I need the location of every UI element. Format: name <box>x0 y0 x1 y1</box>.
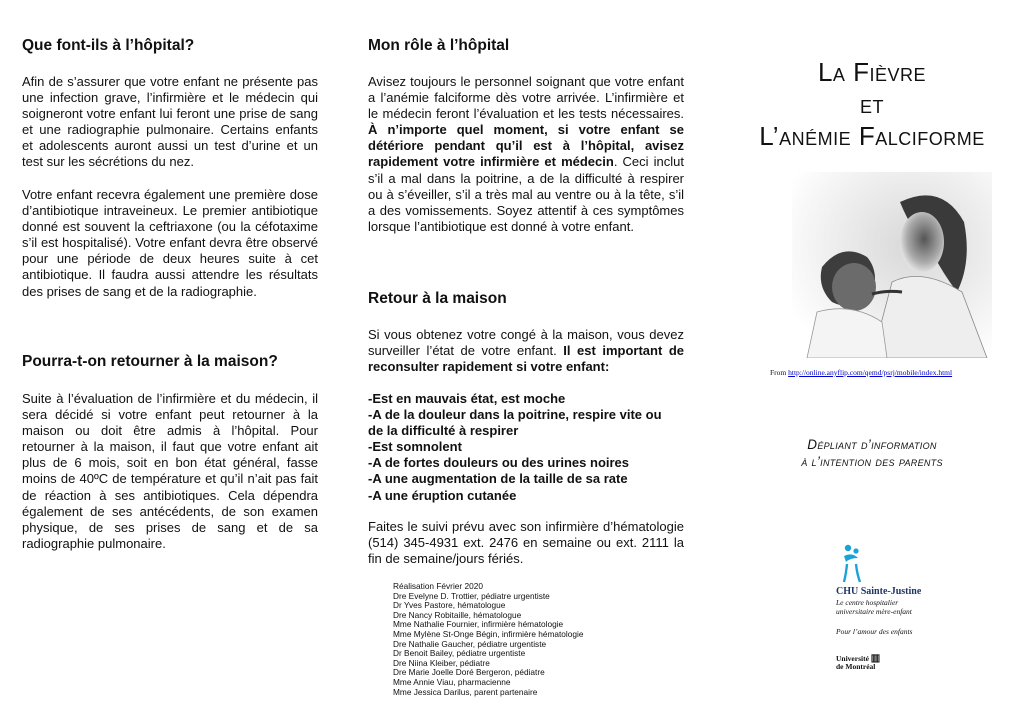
list-item: -Est en mauvais état, est moche <box>368 391 566 406</box>
brochure-subtitle-line: Dépliant d’information <box>807 437 937 452</box>
credit-line: Dre Nathalie Gaucher, pédiatre urgentiste <box>393 638 547 649</box>
brochure-subtitle <box>730 436 1014 470</box>
credit-line: Dre Niina Kleiber, pédiatre <box>393 657 490 668</box>
credit-line: Dr Yves Pastore, hématologue <box>393 600 506 611</box>
chu-name: CHU Sainte-Justine <box>836 586 922 597</box>
my-role-text-warning: À n’importe quel moment, si votre enfant se détériore pendant qu’il est à l’hôpital, avisez rapidement votre infirmière et médecin <box>368 122 684 170</box>
credit-line: Dre Marie Joelle Doré Bergeron, pédiatre <box>393 667 545 678</box>
image-source-link[interactable]: http://online.anyflip.com/qemd/psrj/mobile/index.html <box>788 368 953 377</box>
cover-title <box>730 56 1014 152</box>
list-item: -A de la douleur dans la poitrine, respire vite ou <box>368 407 662 423</box>
heading-return-home-question: Pourra-t-on retourner à la maison? <box>22 353 278 370</box>
monitoring-text-intro: Si vous obtenez votre congé à la maison, vous devez surveiller l’état de votre enfant. <box>368 327 684 359</box>
credit-line: Mme Mylène St-Onge Bégin, infirmière hématologie <box>393 628 584 639</box>
paragraph-antibiotic: Votre enfant recevra également une première dose d’antibiotique intraveineux. Le premier antibiotique donné est souvent la ceftriaxone (ou la céfotaxime s’il est hospitalisé). Votre enfant devra être observé pour une période de deux heures suite à cet antibiotique. Il faudra aussi attendre les résultats des prises de sang et de la radiographie. <box>22 187 318 299</box>
heading-my-role: Mon rôle à l’hôpital <box>368 37 510 54</box>
credit-line: Dre Evelyne D. Trottier, pédiatre urgentiste <box>393 590 550 601</box>
udem-logo <box>836 655 880 671</box>
heading-hospital-care: Que font-ils à l’hôpital? <box>22 37 195 54</box>
udem-emblem-icon: ▥ <box>870 653 881 664</box>
image-source-label: From <box>770 368 789 377</box>
paragraph-tests: Afin de s’assurer que votre enfant ne présente pas une infection grave, l’infirmière et le médecin qui soigneront votre enfant lui feront une prise de sang et une radiographie pulmonaire. Certains enfants et adolescents auront aussi un test d’urine et un test sur les sécrétions du nez. <box>22 74 318 170</box>
paragraph-discharge-criteria: Suite à l’évaluation de l’infirmière et du médecin, il sera décidé si votre enfant peut retourner à la maison ou doit être admis à l’hôpital. Pour retourner à la maison, il faut que votre enfant ait plus de 6 mois, soit en bon état général, fasse moins de 40ºC de température et qu’il n’ait pas fait de réaction à ses antibiotiques. Cela dépendra également de ses antécédents, de son examen physique, de ses prises de sang et de sa radiographie pulmonaire. <box>22 391 318 551</box>
paragraph-my-role <box>368 74 684 235</box>
mother-child-illustration <box>792 172 992 358</box>
udem-text: Université <box>836 654 869 663</box>
cover-title-line: La Fièvre <box>817 57 927 87</box>
monitoring-text-important: Il est important de reconsulter rapidement si votre enfant: <box>368 343 684 375</box>
heading-return-home: Retour à la maison <box>368 290 507 307</box>
chu-subtitle <box>836 599 912 616</box>
credit-line: Mme Nathalie Fournier, infirmière hématologie <box>393 619 564 630</box>
list-item: de la difficulté à respirer <box>368 423 519 439</box>
credit-line: Mme Jessica Darilus, parent partenaire <box>393 686 538 697</box>
my-role-text-intro: Avisez toujours le personnel soignant que votre enfant a l’anémie falciforme dès votre arrivée. L’infirmière et le médecin feront l’évaluation et les tests nécessaires. <box>368 74 684 122</box>
credit-line: Réalisation Février 2020 <box>393 581 483 591</box>
list-item: -Est somnolent <box>368 439 462 455</box>
list-item: -A de fortes douleurs ou des urines noires <box>368 455 630 471</box>
cover-title-line: L’anémie Falciforme <box>759 121 985 151</box>
chu-subtitle-line: universitaire mère-enfant <box>836 606 912 616</box>
credit-line: Dre Nancy Robitaille, hématologue <box>393 609 522 620</box>
image-source <box>770 368 952 377</box>
chu-subtitle-line: Le centre hospitalier <box>836 598 899 607</box>
list-item: -A une éruption cutanée <box>368 487 517 503</box>
warning-signs-list <box>368 391 684 504</box>
credits-list <box>393 582 583 697</box>
chu-tagline: Pour l’amour des enfants <box>836 627 913 636</box>
list-item: -A une augmentation de la taille de sa rate <box>368 471 628 487</box>
chu-logo-icon <box>838 542 868 584</box>
cover-title-line: et <box>859 89 884 119</box>
credit-line: Dr Benoit Bailey, pédiatre urgentiste <box>393 648 526 659</box>
credit-line: Mme Annie Viau, pharmacienne <box>393 676 511 687</box>
brochure-subtitle-line: à l’intention des parents <box>801 454 943 469</box>
my-role-text-symptoms: . Ceci inclut s’il a mal dans la poitrine, a de la difficulté à respirer ou à s’éveiller, s’il a très mal au ventre ou à la tête, s’il a des vomissements. Soyez attentif à ces symptômes lorsque l’antibiotique est donné à votre enfant. <box>368 154 684 234</box>
paragraph-follow-up: Faites le suivi prévu avec son infirmière d’hématologie (514) 345-4931 ext. 2476 en semaine ou ext. 2111 la fin de semaine/jours fériés. <box>368 519 684 567</box>
udem-text: de Montréal <box>836 662 876 671</box>
paragraph-monitoring <box>368 327 684 375</box>
